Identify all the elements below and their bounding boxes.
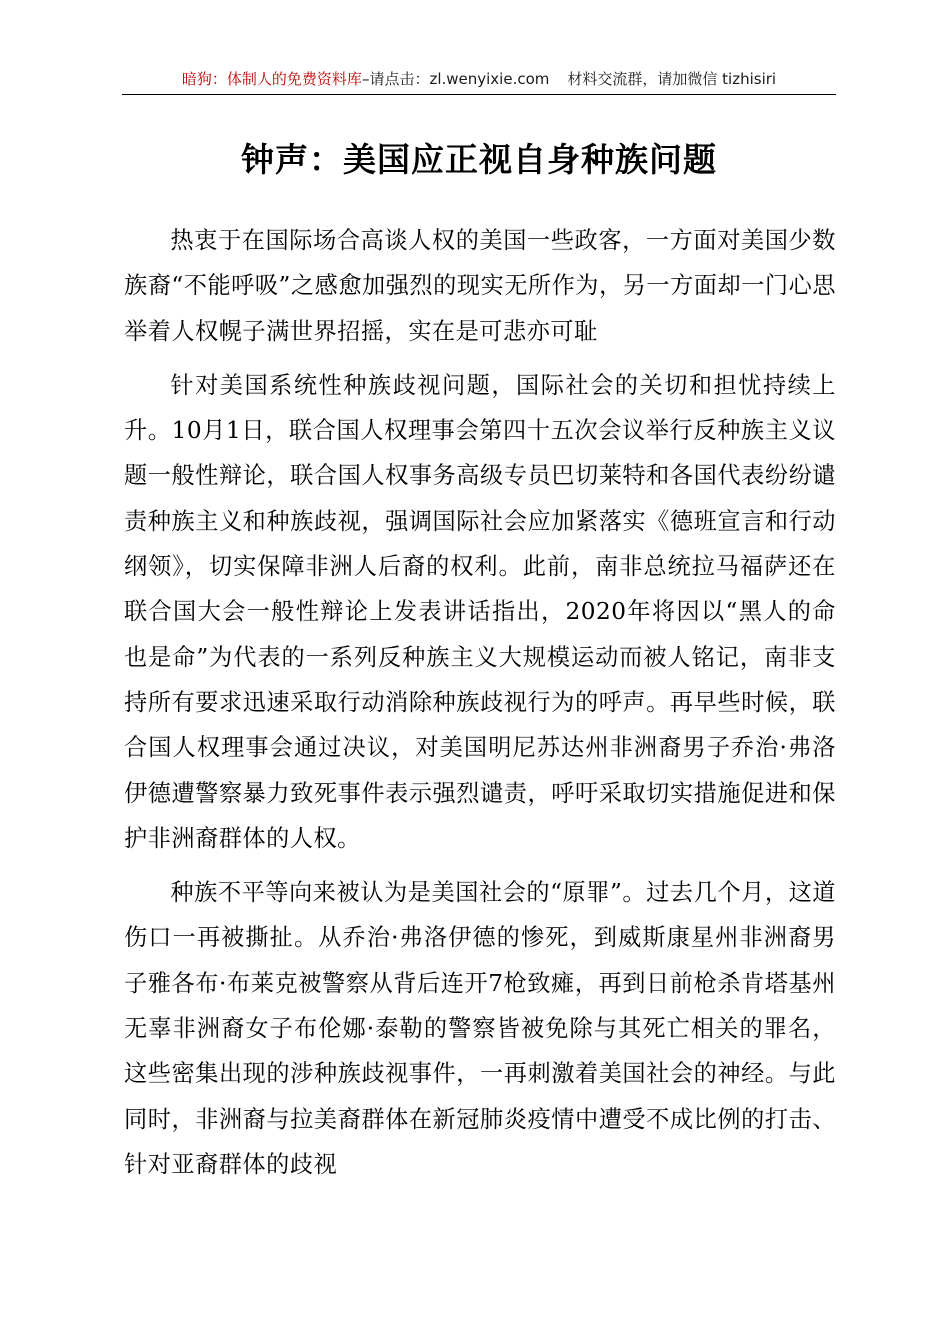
paragraph-1: 热衷于在国际场合高谈人权的美国一些政客，一方面对美国少数族裔“不能呼吸”之感愈加强烈的现实无所作为，另一方面却一门心思举着人权幌子满世界招摇，实在是可悲亦可耻 [124,227,836,345]
click-label: –请点击： [361,70,430,88]
article-title: 钟声：美国应正视自身种族问题 [241,140,717,179]
article-body [124,218,836,1187]
paragraph-2: 针对美国系统性种族歧视问题，国际社会的关切和担忧持续上升。10月1日，联合国人权理事会第四十五次会议举行反种族主义议题一般性辩论，联合国人权事务高级专员巴切莱特和各国代表纷纷谴责种族主义和种族歧视，强调国际社会应加紧落实《德班宣言和行动纲领》，切实保障非洲人后裔的权利。此前，南非总统拉马福萨还在联合国大会一般性辩论上发表讲话指出，2020年将因以“黑人的命也是命”为代表的一系列反种族主义大规模运动而被人铭记，南非支持所有要求迅速采取行动消除种族歧视行为的呼声。再早些时候，联合国人权理事会通过决议，对美国明尼苏达州非洲裔男子乔治·弗洛伊德遭警察暴力致死事件表示强烈谴责，呼吁采取切实措施促进和保护非洲裔群体的人权。 [124,371,836,852]
site-label: 暗狗：体制人的免费资料库 [181,70,362,88]
site-url-link[interactable]: zl.wenyixie.com [429,70,550,88]
paragraph-3: 种族不平等向来被认为是美国社会的“原罪”。过去几个月，这道伤口一再被撕扯。从乔治·弗洛伊德的惨死，到威斯康星州非洲裔男子雅各布·布莱克被警察从背后连开7枪致瘫，再到日前枪杀肯塔基州无辜非洲裔女子布伦娜·泰勒的警察皆被免除与其死亡相关的罪名，这些密集出现的涉种族歧视事件，一再刺激着美国社会的神经。与此同时，非洲裔与拉美裔群体在新冠肺炎疫情中遭受不成比例的打击、针对亚裔群体的歧视 [124,879,836,1178]
contact-text: 材料交流群，请加微信 tizhisiri [567,70,777,88]
page-header [122,68,836,95]
